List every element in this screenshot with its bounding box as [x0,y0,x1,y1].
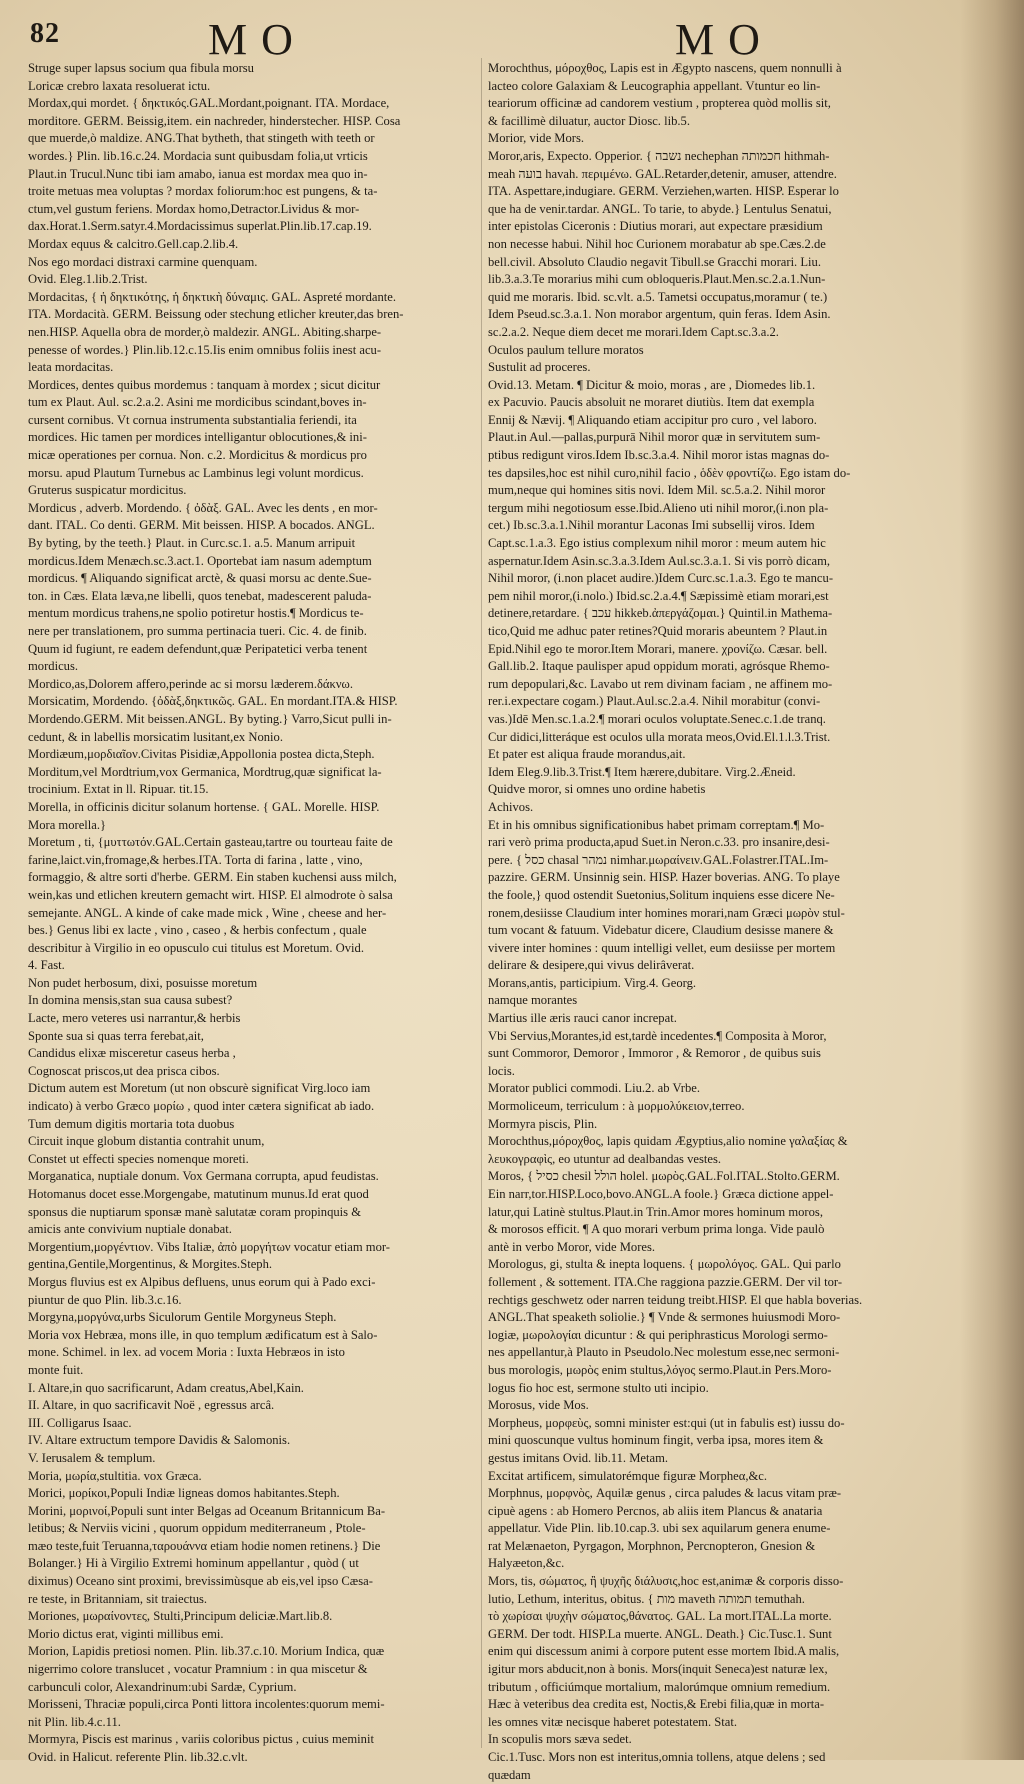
left-column [28,60,478,1764]
text-line: Moros, { כסיל chesil הולל holel. μωρὸς.GAL.Fol.ITAL.Stolto.GERM. [488,1169,840,1184]
text-line: Candidus elixæ misceretur caseus herba , [28,1046,236,1061]
text-line: cedunt, & in labellis morsicatim lusitant,ex Nonio. [28,729,283,744]
text-line: Moria vox Hebræa, mons ille, in quo templum ædificatum est à Salo- [28,1327,378,1342]
text-line: ptibus redigunt viros.Idem Ib.sc.3.a.4. Nihil moror istas magnas do- [488,448,830,463]
text-line: Morpheus, μορφεὺς, somni minister est:qui (ut in fabulis est) iussu do- [488,1415,845,1430]
text-line: nit Plin. lib.4.c.11. [28,1714,121,1729]
text-line: Moretum , ti, {μυττωτόν.GAL.Certain gasteau,tartre ou tourteau faite de [28,835,393,850]
text-line: pem nihil moror,(i.nolo.) Ibid.sc.2.a.4.¶ Sæpissimè etiam morari,est [488,588,829,603]
text-line: cursent cornibus. Vt cornua instrumenta substantialia feriendi, ita [28,412,357,427]
text-line: Mordices, dentes quibus mordemus : tanquam à mordex ; sicut dicitur [28,377,381,392]
text-line: Sponte sua si quas terra ferebat,ait, [28,1028,204,1043]
text-line: piuntur de quo Plin. lib.3.c.16. [28,1292,182,1307]
text-line: amicis ante convivium nuptiale donabat. [28,1222,232,1237]
text-line: rer.i.expectare cogam.) Plaut.Aul.sc.2.a.4. Nihil morabitur (convi- [488,694,821,709]
text-line: Morio dictus erat, viginti millibus emi. [28,1626,224,1641]
text-line: Ein narr,tor.HISP.Loco,bovo.ANGL.A foole.} Græca dictione appel- [488,1187,834,1201]
text-line: Morgentium,μοργέντιον. Vibs Italiæ, ἀπὸ μοργήτων vocatur etiam mor- [28,1239,391,1254]
text-line: wein,kas und etlichen kreutern gemacht wirt. HISP. El almodrote ò salsa [28,887,393,902]
text-line: inter epistolas Ciceronis : Diutius morari, aut expectare præsidium [488,219,823,234]
text-line: formaggio, & altre sorti d'herbe. GERM. Ein staben kuchensi auss milch, [28,870,397,885]
text-line: non necesse habui. Nihil hoc Curionem morabatur ab spe.Cæs.2.de [488,236,826,251]
text-line: logiæ, μωρολογίαι dicuntur : & qui periphrasticus Morologi sermo- [488,1327,828,1342]
text-line: mordicus. ¶ Aliquando significat arctè, & quasi morsu ac dente.Sue- [28,571,372,586]
text-line: Morgus fluvius est ex Alpibus defluens, unus eorum qui à Pado exci- [28,1274,376,1289]
text-line: Morditum,vel Mordtrium,vox Germanica, Mordtrug,quæ significat la- [28,764,382,779]
text-line: Halyæeton,&c. [488,1556,565,1571]
text-line: antè in verbo Moror, vide Mores. [488,1239,656,1254]
text-line: V. Ierusalem & templum. [28,1450,156,1465]
text-line: Morans,antis, participium. Virg.4. Georg. [488,975,697,990]
text-line: rum depopulari,&c. Lavabo ut rem divinam faciam , ne affinem mo- [488,676,833,691]
text-line: tributum , officiúmque mortalium, malorúmque omnium remedium. [488,1679,831,1694]
text-line: Sustulit ad proceres. [488,360,591,375]
text-line: bes.} Genus libi ex lacte , vino , caseo , & herbis confectum , quale [28,923,367,938]
column-divider [481,58,482,1748]
text-line: 4. Fast. [28,958,65,973]
text-line: tergum mihi negotiosum esse.Ibid.Alieno uti nihil moror,(i.non pla- [488,500,829,515]
text-line: Et pater est aliqua fraude morandus,ait. [488,747,686,762]
text-line: quid me moraris. Ibid. sc.vlt. a.5. Tametsi occupatus,moramur ( te.) [488,289,828,304]
text-line: troite metuas mea voluptas ? mordax foliorum:hoc est pungens, & ta- [28,184,378,199]
text-line: dax.Horat.1.Serm.satyr.4.Mordacissimus superlat.Plin.lib.17.cap.19. [28,219,372,234]
text-line: Morella, in officinis dicitur solanum hortense. { GAL. Morelle. HISP. [28,799,380,814]
text-line: detinere,retardare. { עכב hikkeb.ἀπεργάζομαι.} Quintil.in Mathema- [488,606,833,621]
text-line: & morosos efficit. ¶ A quo morari verbum prima longa. Vide paulò [488,1222,825,1237]
text-line: Oculos paulum tellure moratos [488,342,644,357]
text-line: teariorum officinæ ad candorem vestium , propterea quòd mollis sit, [488,96,831,111]
text-line: mæo teste,fuit Teruanna,ταρουάννα etiam hodie nomen retinens.} Die [28,1538,381,1553]
text-line: & facillimè diluatur, auctor Diosc. lib.5. [488,113,690,128]
text-line: cet.) Ib.sc.3.a.1.Nihil morantur Laconas Imi subsellij viros. Idem [488,518,815,533]
binding-gutter-shadow [960,0,1024,1760]
text-line: lib.3.a.3.Te morarius mihi cum obloqueris.Plaut.Men.sc.2.a.1.Nun- [488,272,826,287]
text-line: tum ex Plaut. Aul. sc.2.a.2. Asini me mordicibus scindant,boves in- [28,395,367,410]
text-line: meah בועה havah. περιμένω. GAL.Retarder,detenir, amuser, attendre. [488,166,837,181]
text-line: Mordacitas, { ἡ δηκτικότης, ἡ δηκτικὴ δύναμις. GAL. Aspreté mordante. [28,289,397,304]
text-line: ctum,vel gustum feriens. Mordax homo,Detractor.Lividus & mor- [28,201,360,216]
text-line: indicato) à verbo Græco μορίω , quod inter cætera significat ab iado. [28,1099,375,1114]
text-line: carbunculi color, Alexandrinum:ubi Sardæ, Cyprium. [28,1679,297,1694]
text-line: I. Altare,in quo sacrificarunt, Adam creatus,Abel,Kain. [28,1380,304,1395]
text-line: Struge super lapsus socium qua fibula morsu [28,61,254,75]
text-line: Hæc à veteribus dea credita est, Noctis,& Erebi filia,quæ in morta- [488,1697,825,1712]
text-line: In scopulis mors sæva sedet. [488,1732,632,1747]
text-line: λευκογραφὶς, eo utuntur ad dealbandas vestes. [488,1151,722,1166]
text-line: Mormoliceum, terriculum : à μορμολύκειον,terreo. [488,1099,745,1114]
text-line: describitur à Virgilio in eo opusculo cui titulus est Moretum. Ovid. [28,940,364,955]
text-line: Constet ut effecti species nomenque moreti. [28,1151,249,1166]
text-line: Mordax equus & calcitro.Gell.cap.2.lib.4. [28,236,239,251]
text-line: Achivos. [488,799,534,814]
text-line: rari verò prima producta,apud Suet.in Neron.c.33. pro insanire,desi- [488,835,830,850]
text-line: Excitat artificem, simulatorémque figuræ Morpheα,&c. [488,1468,768,1483]
text-line: Circuit inque globum distantia contrahit unum, [28,1134,265,1149]
text-line: Mordax,qui mordet. { δηκτικός.GAL.Mordant,poignant. ITA. Mordace, [28,96,390,111]
text-line: wordes.} Plin. lib.16.c.24. Mordacia sunt quibusdam folia,ut vrticis [28,148,368,163]
text-line: GERM. Der todt. HISP.La muerte. ANGL. Death.} Cic.Tusc.1. Sunt [488,1626,832,1641]
text-line: Quum id fugiunt, re eadem defendunt,quæ Peripatetici verba tenent [28,641,368,656]
text-line: Nos ego mordaci distraxi carmine quenquam. [28,254,258,269]
text-line: Mordendo.GERM. Mit beissen.ANGL. By byting.} Varro,Sicut pulli in- [28,711,392,726]
text-line: sc.2.a.2. Neque diem decet me morari.Idem Capt.sc.3.a.2. [488,324,779,339]
text-line: mentum mordicus trahens,ne spolio potiretur hostis.¶ Mordicus te- [28,606,364,621]
text-line: rechtigs geschwetz oder narren teidung treibt.HISP. El que habla boverias. [488,1292,863,1307]
text-line: Mordiæum,μορδιαῖον.Civitas Pisidiæ,Appollonia postea dicta,Steph. [28,747,375,762]
text-line: Ennij & Nævij. ¶ Aliquando etiam accipitur pro curo , vel laboro. [488,412,817,427]
text-line: Morosus, vide Mos. [488,1398,589,1413]
text-line: micæ operationes per cornua. Non. c.2. Mordicitus & mordicus pro [28,448,367,463]
text-line: Mordicus , adverb. Mordendo. { ὀδὰξ. GAL. Avec les dents , en mor- [28,500,378,515]
text-line: Morator publici commodi. Liu.2. ab Vrbe. [488,1081,701,1096]
text-line: quædam [488,1767,531,1782]
text-line: Idem Pseud.sc.3.a.1. Non morabor argentum, quin feras. Idem Asin. [488,307,831,322]
text-line: que ha de venir.tardar. ANGL. To tarie, to abyde.} Lentulus Senatui, [488,201,832,216]
text-line: By byting, by the teeth.} Plaut. in Curc.sc.1. a.5. Manum arripuit [28,536,356,551]
text-line: the foole,} quod ostendit Suetonius,Solitum inquiens esse dicere Ne- [488,887,835,902]
text-line: Gall.lib.2. Itaque paulisper apud oppidum morati, agrósque Rhemo- [488,659,830,674]
text-line: re teste, in Britanniam, sit traiectus. [28,1591,208,1606]
text-line: appellatur. Vide Plin. lib.10.cap.3. ubi sex aquilarum genera enume- [488,1521,831,1536]
page-number: 82 [30,18,60,49]
text-line: latur,qui Latinè stultus.Plaut.in Trin.Amor mores hominum moros, [488,1204,823,1219]
text-line: dant. ITAL. Co denti. GERM. Mit beissen. HISP. A bocados. ANGL. [28,518,375,533]
text-line: igitur mors abducit,non à bonis. Mors(inquit Seneca)est naturæ lex, [488,1662,828,1677]
text-line: ex Pacuvio. Paucis absoluit ne moraret diutiùs. Item dat exempla [488,395,815,410]
text-line: Bolanger.} Hi à Virgilio Extremi hominum appellantur , quòd ( ut [28,1556,359,1571]
text-line: mordicus.Idem Menæch.sc.3.act.1. Oportebat iam nasum ademptum [28,553,372,568]
text-line: Gruterus suspicatur mordicitus. [28,483,187,498]
text-line: diximus) Oceano sint proximi, brevissimùsque ab eis,vel ipso Cæsa- [28,1574,373,1589]
text-line: Mora morella.} [28,817,107,832]
text-line: ANGL.That speaketh soliolie.} ¶ Vnde & sermones huiusmodi Moro- [488,1310,841,1325]
text-line: gestus imitans Ovid. lib.11. Metam. [488,1450,669,1465]
text-line: que muerde,ò maldize. ANG.That bytheth, that stingeth with teeth or [28,131,375,146]
text-line: Et in his omnibus significationibus habet primam correptam.¶ Mo- [488,817,825,832]
text-line: Plaut.in Aul.—pallas,purpurā Nihil moror quæ in servitutem sum- [488,430,821,445]
text-line: Cognoscat priscos,ut dea prisca cibos. [28,1063,220,1078]
text-line: τὸ χωρίσαι ψυχὴν σώματος,θάνατος. GAL. La mort.ITAL.La morte. [488,1609,832,1624]
text-line: rat Melænaeton, Pyrgagon, Morphnon, Percnopteron, Gnesion & [488,1538,816,1553]
text-line: Morior, vide Mors. [488,131,585,146]
text-line: Vbi Servius,Morantes,id est,tardè incedentes.¶ Composita à Moror, [488,1028,827,1043]
text-line: tes dapsiles,hoc est nihil curo,nihil facio , ὁδὲν φροντίζω. Ego istam do- [488,465,851,480]
text-line: III. Colligarus Isaac. [28,1415,132,1430]
text-line: Morion, Lapidis pretiosi nomen. Plin. lib.37.c.10. Morium Indica, quæ [28,1644,385,1659]
text-line: Ovid.13. Metam. ¶ Dicitur & moio, moras , are , Diomedes lib.1. [488,377,816,392]
text-line: ronem,desiisse Claudium inter homines morari,nam Græci μωρὸν stul- [488,905,845,920]
text-line: mini quoscunque vultus hominum fingit, verba ipsa, mores item & [488,1433,824,1448]
text-line: Morsicatim, Mordendo. {ὀδὰξ,δηκτικῶς. GAL. En mordant.ITA.& HISP. [28,694,398,709]
text-line: farine,laict.vin,fromage,& herbes.ITA. Torta di farina , latte , vino, [28,852,363,867]
text-line: Morologus, gi, stulta & inepta loquens. { μωρολόγος. GAL. Qui parlo [488,1257,841,1272]
right-column [488,60,960,1782]
text-line: Morini, μορινοί,Populi sunt inter Belgas ad Oceanum Britannicum Ba- [28,1503,386,1518]
text-line: Mordico,as,Dolorem affero,perinde ac si morsu læderem.δάκνω. [28,676,353,691]
text-line: Capt.sc.1.a.3. Ego istius complexum nihil moror : meum autem hic [488,536,826,551]
text-line: Lacte, mero veteres usi narrantur,& herbis [28,1011,241,1026]
text-line: Loricæ crebro laxata resoluerat ictu. [28,78,211,93]
text-line: Moria, μωρία,stultitia. vox Græca. [28,1468,202,1483]
text-line: Morganatica, nuptiale donum. Vox Germana corrupta, apud feudistas. [28,1169,379,1184]
text-line: IV. Altare extructum tempore Davidis & Salomonis. [28,1433,291,1448]
text-line: leata mordacitas. [28,360,114,375]
text-line: Idem Eleg.9.lib.3.Trist.¶ Item hærere,dubitare. Virg.2.Æneid. [488,764,796,779]
text-line: les omnes vitæ necisque haberet potestatem. Stat. [488,1714,738,1729]
text-line: locis. [488,1063,515,1078]
text-line: ITA. Aspettare,indugiare. GERM. Verziehen,warten. HISP. Esperar lo [488,184,839,199]
text-line: Hotomanus docet esse.Morgengabe, matutinum munus.Id erat quod [28,1187,369,1201]
text-line: nere per translationem, pro summa pertinacia tueri. Cic. 4. de finib. [28,624,367,638]
text-line: aspernatur.Idem Asin.sc.3.a.3.Idem Aul.sc.3.a.1. Si vis porrò dicam, [488,553,831,568]
text-line: Mormyra, Piscis est marinus , variis coloribus pictus , cuius meminit [28,1732,374,1747]
text-line: mone. Schimel. in lex. ad vocem Moria : Iuxta Hebræos in isto [28,1345,345,1360]
text-line: bus morologis, μωρὸς enim stultus,λόγος sermo.Plaut.in Pers.Moro- [488,1362,832,1377]
text-line: trocinium. Extat in ll. Ripuar. tit.15. [28,782,209,797]
text-line: Tum demum digitis mortaria tota duobus [28,1116,235,1131]
text-line: Morici, μορίκοι,Populi Indiæ ligneas domos habitantes.Steph. [28,1486,340,1501]
text-line: Ovid. Eleg.1.lib.2.Trist. [28,272,148,287]
text-line: Mors, tis, σώματος, ἢ ψυχῆς διάλυσις,hoc est,animæ & corporis disso- [488,1574,844,1589]
text-line: delirare & desipere,qui vivus delirâverat. [488,958,695,973]
text-line: Epid.Nihil ego te moror.Item Morari, manere. χρονίζω. Cæsar. bell. [488,641,828,656]
text-line: II. Altare, in quo sacrificavit Noë , egressus arcâ. [28,1398,275,1413]
text-line: monte fuit. [28,1362,84,1377]
running-head-right: MO [675,15,774,64]
text-line: sunt Commoror, Demoror , Immoror , & Remoror , de quibus suis [488,1046,821,1061]
text-line: letibus; & Nerviis vicini , quorum oppidum mediterraneum , Ptole- [28,1521,366,1536]
text-line: follement , & sottement. ITA.Che raggiona pazzie.GERM. Der vil tor- [488,1274,843,1289]
text-line: cipuè agens : ab Homero Percnos, ab aliis item Plancus & anataria [488,1503,823,1518]
text-line: namque morantes [488,993,578,1008]
text-line: semejante. ANGL. A kinde of cake made mick , Wine , cheese and her- [28,905,387,920]
text-line: Moror,aris, Expecto. Opperior. { נשבה nechephan חכמותה hithmah- [488,148,830,163]
text-line: lacteo colore Galaxiam & Leucographia appellant. Vtuntur eo lin- [488,78,821,93]
text-line: enim qui discessum animi à corpore putent esse mortem Ibid.A malis, [488,1644,840,1659]
text-line: lutio, Lethum, interitus, obitus. { מות maveth תמותה temuthah. [488,1591,805,1606]
text-line: pere. { כסל chasal נמהר nimhar.μωραίνειν.GAL.Folastrer.ITAL.Im- [488,852,829,867]
text-line: morditore. GERM. Beissig,item. ein nachreder, hinderstecher. HISP. Cosa [28,113,401,128]
text-line: mordicus. [28,659,79,674]
text-line: morsu. apud Plautum Turnebus ac Lambinus legi volunt mordicus. [28,465,364,480]
text-line: ton. in Cæs. Elata læva,ne libelli, quos tenebat, madescerent paluda- [28,588,372,603]
text-line: nigerrimo colore translucet , vocatur Pramnium : in qua miscetur & [28,1662,368,1677]
text-line: Plaut.in Trucul.Nunc tibi iam amabo, ianua est mordax mea quo in- [28,166,368,181]
text-line: Nihil moror, (i.non placet audire.)Idem Curc.sc.1.a.3. Ego te mancu- [488,571,834,586]
text-line: ITA. Mordacità. GERM. Beissung oder stechung etlicher kreuter,das bren- [28,307,404,322]
text-line: penesse of wordes.} Plin.lib.12.c.15.Iis enim omnibus foliis inest acu- [28,342,382,357]
text-line: Dictum autem est Moretum (ut non obscurè significat Virg.loco iam [28,1081,371,1096]
text-line: Cic.1.Tusc. Mors non est interitus,omnia tollens, atque delens ; sed [488,1750,826,1764]
text-line: Quidve moror, si omnes uno ordine habetis [488,782,706,797]
text-line: bell.civil. Absoluto Claudio negavit Tibull.se Gracchi morari. Liu. [488,254,821,269]
text-line: Cur didici,litteráque est oculos ulla morata meos,Ovid.El.1.l.3.Trist. [488,729,831,744]
text-line: tum vocant & fatuum. Videbatur dicere, Claudium desisse manere & [488,923,834,938]
text-line: Mormyra piscis, Plin. [488,1116,598,1131]
text-line: nes appellantur,à Plauto in Pseudolo.Nec molestum esse,nec sermoni- [488,1345,840,1360]
text-line: mum,neque qui homines sitis novi. Idem Mil. sc.5.a.2. Nihil moror [488,483,826,498]
text-line: Morochthus, μόροχθος, Lapis est in Ægypto nascens, quem nonnulli à [488,61,842,75]
text-line: mordices. Hic tamen per mordices intelligantur oblocutiones,& ini- [28,430,367,445]
text-line: pazzire. GERM. Unsinnig sein. HISP. Hazer boverias. ANG. To playe [488,870,840,885]
text-line: tico,Quid me adhuc pater retines?Quid moraris abeuntem ? Plaut.in [488,624,828,638]
text-line: Moriones, μωραίνοντες, Stulti,Principum deliciæ.Mart.lib.8. [28,1609,333,1624]
text-line: Morochthus,μόροχθος, lapis quidam Ægyptius,alio nomine γαλαξίας & [488,1134,848,1149]
text-line: vas.)Idē Men.sc.1.a.2.¶ morari oculos voluptate.Senec.c.1.de tranq. [488,711,826,726]
text-line: Non pudet herbosum, dixi, posuisse moretum [28,975,258,990]
text-line: nen.HISP. Aquella obra de morder,ò maldezir. ANGL. Abiting.sharpe- [28,324,382,339]
text-line: Ovid. in Halicut. referente Plin. lib.32.c.vlt. [28,1750,248,1764]
text-line: sponsus die nuptiarum sponsæ manè salutatæ coram propinquis & [28,1204,362,1219]
text-line: Morgyna,μοργύνα,urbs Siculorum Gentile Morgyneus Steph. [28,1310,337,1325]
text-line: gentina,Gentile,Morgentinus, & Morgites.Steph. [28,1257,273,1272]
text-line: Morisseni, Thraciæ populi,circa Ponti littora incolentes:quorum memi- [28,1697,385,1712]
text-line: vivere inter homines : quum intelligi vellet, eum desiisse per mortem [488,940,836,955]
text-line: Morphnus, μορφνὸς, Aquilæ genus , circa paludes & lacus vitam præ- [488,1486,842,1501]
text-line: Martius ille æris rauci canor increpat. [488,1011,677,1026]
text-line: logus fio hoc est, sermone stulto uti incipio. [488,1380,709,1395]
text-line: In domina mensis,stan sua causa subest? [28,993,233,1008]
running-head-left: MO [208,15,307,64]
